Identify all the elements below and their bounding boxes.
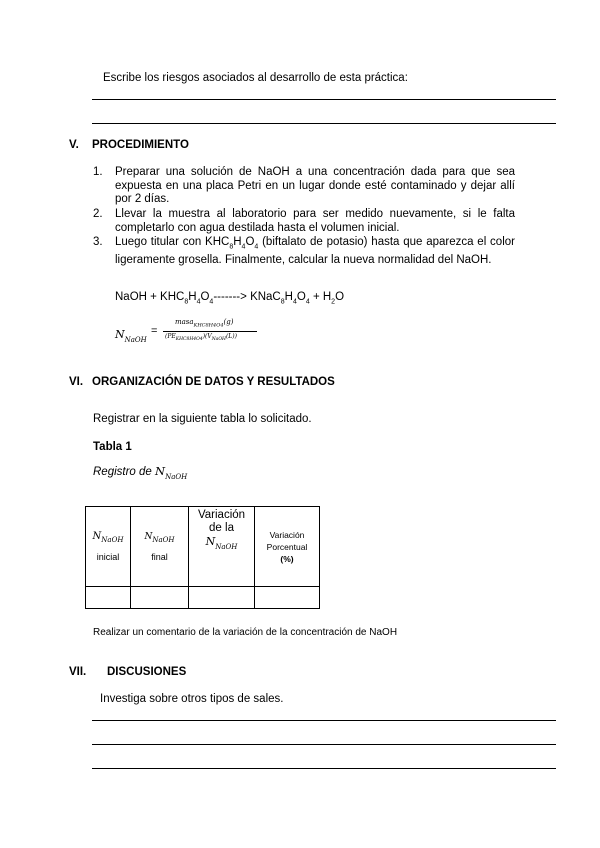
- answer-line[interactable]: [92, 744, 556, 745]
- reaction-equation: NaOH + $KHC_8H_4O_4------->$ $KNaC_8H_4O_4 + H_2O$: [115, 291, 345, 306]
- header-percent-variation: Variación Porcentual (%): [255, 507, 320, 587]
- header-n-final: $N_{NaOH}$ final: [131, 507, 189, 587]
- step-text-suffix: (biftalato de potasio) hasta que aparezca el color ligeramente grosella. Finalmente, calcular la nueva normalidad del NaOH.: [115, 236, 515, 266]
- section-vii-number: VII.: [69, 666, 87, 678]
- table-caption: Registro de $N_{NaOH}$: [93, 464, 188, 481]
- answer-line[interactable]: [92, 99, 556, 100]
- normality-formula: [115, 320, 285, 350]
- step-text: Llevar la muestra al laboratorio para ser medido nuevamente, si le falta completarlo con agua destilada hasta el volumen inicial.: [115, 208, 515, 234]
- fraction-bar: [163, 331, 257, 332]
- table-cell-empty[interactable]: [86, 587, 131, 609]
- table-instruction: Registrar en la siguiente tabla lo solicitado.: [93, 413, 312, 425]
- section-vi-number: VI.: [69, 376, 84, 388]
- table-cell-empty[interactable]: [131, 587, 189, 609]
- header-variation: Variación de la $N_{NaOH}$: [189, 507, 255, 587]
- discussion-prompt: Investiga sobre otros tipos de sales.: [100, 693, 284, 705]
- formula-n: N: [115, 328, 125, 341]
- answer-line[interactable]: [92, 720, 556, 721]
- answer-line[interactable]: [92, 768, 556, 769]
- section-vi-title: ORGANIZACIÓN DE DATOS Y RESULTADOS: [92, 376, 335, 388]
- step-text: Luego titular con $KHC_8H_4O_4$ (biftalato de potasio) hasta que aparezca el color ligeramente grosella. Finalmente, calcular la nueva normalidad del NaOH.: [115, 236, 515, 266]
- data-table: [85, 506, 320, 609]
- section-v-number: V.: [69, 139, 79, 151]
- section-v-title: PROCEDIMIENTO: [92, 139, 189, 151]
- formula-numerator: masa$_{KHC8H4O4}$(g): [175, 318, 234, 329]
- step-number: 2.: [93, 208, 103, 220]
- table-label: Tabla 1: [93, 441, 132, 453]
- risks-prompt: Escribe los riesgos asociados al desarrollo de esta práctica:: [103, 72, 408, 84]
- table-cell-empty[interactable]: [189, 587, 255, 609]
- step-text: Preparar una solución de NaOH a una concentración dada para que sea expuesta en una placa Petri en un lugar donde esté contaminado y dejar allí por 2 días.: [115, 166, 515, 205]
- reaction-lhs: NaOH + KHC: [115, 291, 185, 303]
- comment-prompt: Realizar un comentario de la variación de la concentración de NaOH: [93, 627, 398, 638]
- step-number: 3.: [93, 236, 103, 248]
- reaction-product: KNaC: [250, 291, 281, 303]
- section-vii-title: DISCUSIONES: [107, 666, 187, 678]
- reaction-water: + H: [312, 291, 332, 303]
- reaction-arrow: ------->: [213, 291, 247, 303]
- formula-eq: =: [151, 325, 158, 337]
- header-n-initial: $N_{NaOH}$ inicial: [86, 507, 131, 587]
- answer-line[interactable]: [92, 123, 556, 124]
- step-text-prefix: Luego titular con KHC: [115, 236, 230, 248]
- table-cell-empty[interactable]: [255, 587, 320, 609]
- formula-n-sub: NaOH: [124, 336, 147, 344]
- formula-denominator: $(PE_{KHC8H4O4})(V_{NaOH}(L))$: [165, 333, 237, 343]
- step-number: 1.: [93, 166, 103, 178]
